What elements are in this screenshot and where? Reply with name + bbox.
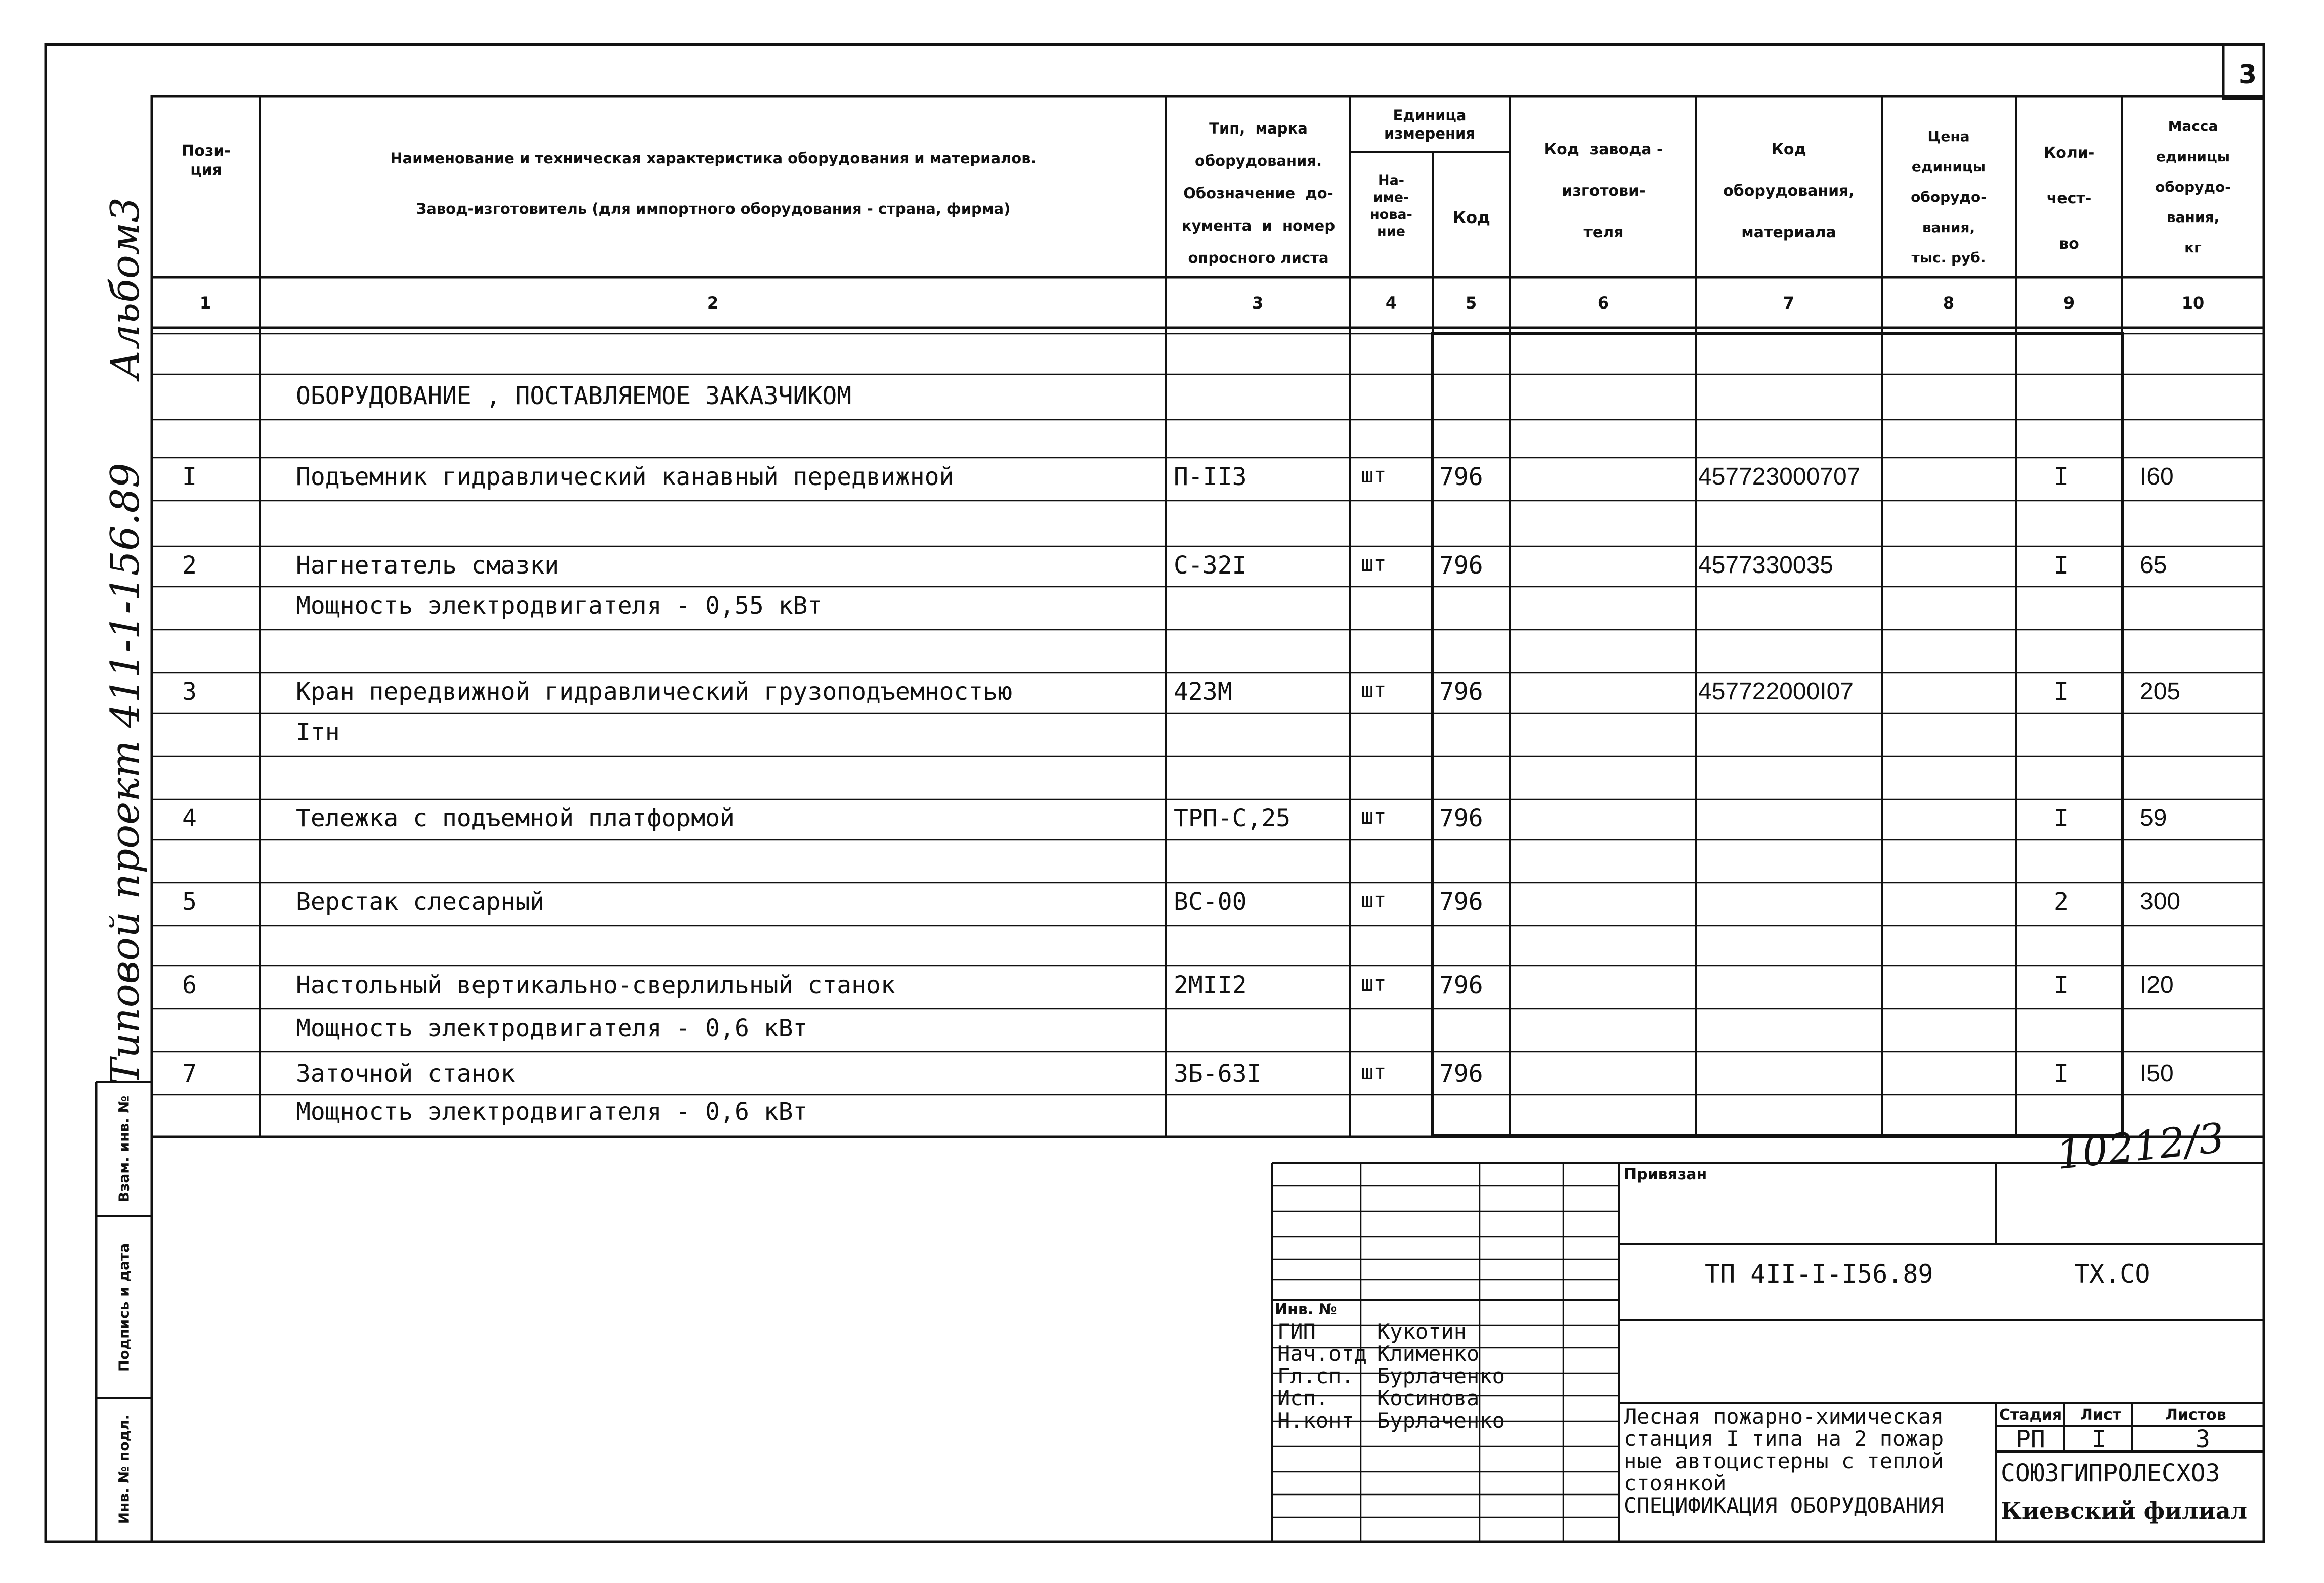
cell-name: Подъемник гидравлический канавный передвижной [296, 463, 954, 491]
header-quantity: Коли- чест- во [2043, 144, 2095, 253]
column-number-4: 4 [1385, 293, 1397, 313]
section-title: ОБОРУДОВАНИЕ , ПОСТАВЛЯЕМОЕ ЗАКАЗЧИКОМ [296, 382, 852, 410]
cell-unit: шт [1361, 551, 1387, 576]
column-number-2: 2 [707, 293, 719, 313]
header-name: Наименование и техническая характеристика оборудования и материалов. [390, 150, 1037, 167]
cell-type: 2МII2 [1174, 971, 1247, 999]
signature-role: Н.конт [1277, 1408, 1354, 1433]
cell-type: С-32I [1174, 551, 1247, 580]
signature-name: Бурлаченко [1377, 1408, 1505, 1433]
cell-pos: 4 [182, 804, 197, 832]
sheets-value: 3 [2196, 1425, 2210, 1454]
header-factory-code: Код завода - изготови- теля [1544, 141, 1663, 241]
cell-mass: 205 [2140, 678, 2181, 705]
cell-equip-code: 4577330035 [1698, 552, 1833, 579]
cell-name: Мощность электродвигателя - 0,6 кВт [296, 1014, 808, 1042]
column-number-6: 6 [1597, 293, 1609, 313]
cell-code: 796 [1439, 971, 1483, 999]
column-number-1: 1 [199, 293, 211, 313]
cell-unit: шт [1361, 804, 1387, 829]
drawing-title-line: ные автоцистерны с теплой [1624, 1448, 1944, 1473]
stamp-inv-vzam: Взам. инв. № [115, 1095, 133, 1203]
cell-name: Нагнетатель смазки [296, 551, 560, 580]
cell-type: ТРП-С,25 [1174, 804, 1291, 832]
organization-branch: Киевский филиал [2001, 1497, 2248, 1524]
column-number-10: 10 [2181, 293, 2205, 313]
doc-code: ТП 4II-I-I56.89 [1705, 1259, 1933, 1289]
stamp-inv-podl: Инв. № подл. [115, 1414, 133, 1524]
column-number-5: 5 [1465, 293, 1477, 313]
cell-pos: 5 [182, 888, 197, 916]
cell-type: ВС-00 [1174, 888, 1247, 916]
sheet-value: I [2092, 1425, 2106, 1454]
cell-qty: I [2054, 551, 2069, 580]
cell-name: Верстак слесарный [296, 888, 545, 916]
signature-role: Гл.сп. [1277, 1364, 1354, 1388]
cell-unit: шт [1361, 678, 1387, 702]
cell-name: Кран передвижной гидравлический грузоподъемностью [296, 678, 1013, 706]
project-label: Типовой проект 411-1-156.89 [103, 463, 148, 1085]
signature-name: Кукотин [1377, 1319, 1467, 1344]
cell-name: Настольный вертикально-сверлильный станок [296, 971, 895, 999]
cell-pos: 7 [182, 1060, 197, 1088]
sheet-label: Лист [2080, 1406, 2122, 1424]
signature-name: Клименко [1377, 1341, 1480, 1366]
cell-unit: шт [1361, 888, 1387, 912]
cell-equip-code: 457723000707 [1698, 463, 1861, 490]
cell-code: 796 [1439, 678, 1483, 706]
cell-name: Мощность электродвигателя - 0,55 кВт [296, 592, 823, 620]
cell-name: Тележка с подъемной платформой [296, 804, 735, 832]
header-unit-name: На- име- нова- ние [1370, 172, 1412, 240]
cell-type: 3Б-63I [1174, 1060, 1262, 1088]
handwritten-number: 10212/3 [2054, 1114, 2227, 1179]
cell-name: Мощность электродвигателя - 0,6 кВт [296, 1097, 808, 1126]
cell-mass: I50 [2140, 1060, 2174, 1087]
cell-code: 796 [1439, 551, 1483, 580]
stamp-podpis-data: Подпись и дата [115, 1243, 133, 1372]
signature-role: ГИП [1277, 1319, 1316, 1344]
stage-value: РП [2016, 1425, 2045, 1454]
cell-name: Iтн [296, 718, 340, 746]
sheets-label: Листов [2165, 1406, 2226, 1424]
signature-name: Косинова [1377, 1386, 1480, 1411]
cell-qty: I [2054, 804, 2069, 832]
cell-mass: 300 [2140, 888, 2181, 915]
inv-label: Инв. № [1275, 1301, 1337, 1318]
cell-type: П-II3 [1174, 463, 1247, 491]
page-number: 3 [2239, 60, 2257, 90]
header-position: Пози- ция [182, 142, 231, 179]
header-price: Цена единицы оборудо- вания, тыс. руб. [1911, 128, 1987, 266]
drawing-title-line: СПЕЦИФИКАЦИЯ ОБОРУДОВАНИЯ [1624, 1493, 1944, 1518]
drawing-title-line: станция I типа на 2 пожар [1624, 1426, 1944, 1451]
cell-mass: I60 [2140, 463, 2174, 490]
cell-unit: шт [1361, 971, 1387, 996]
header-manufacturer: Завод-изготовитель (для импортного оборудования - страна, фирма) [416, 200, 1011, 217]
drawing-title-line: Лесная пожарно-химическая [1624, 1404, 1944, 1429]
cell-qty: I [2054, 678, 2069, 706]
album-label: Альбом3 [103, 197, 148, 380]
signature-name: Бурлаченко [1377, 1364, 1505, 1388]
cell-type: 423М [1174, 678, 1232, 706]
cell-equip-code: 457722000I07 [1698, 678, 1854, 705]
cell-pos: 2 [182, 551, 197, 580]
cell-qty: 2 [2054, 888, 2069, 916]
privyazan-label: Привязан [1624, 1166, 1707, 1183]
cell-code: 796 [1439, 888, 1483, 916]
cell-pos: 3 [182, 678, 197, 706]
drawing-title-line: стоянкой [1624, 1471, 1727, 1496]
cell-code: 796 [1439, 463, 1483, 491]
cell-mass: 65 [2140, 552, 2167, 579]
cell-name: Заточной станок [296, 1060, 515, 1088]
cell-mass: 59 [2140, 805, 2167, 831]
header-unit: Единица измерения [1384, 107, 1475, 143]
cell-mass: I20 [2140, 972, 2174, 998]
cell-qty: I [2054, 1060, 2069, 1088]
column-number-7: 7 [1783, 293, 1795, 313]
header-equipment-code: Код оборудования, материала [1723, 141, 1855, 241]
signature-role: Исп. [1277, 1386, 1329, 1411]
cell-qty: I [2054, 463, 2069, 491]
cell-pos: 6 [182, 971, 197, 999]
stage-label: Стадия [1999, 1406, 2062, 1424]
column-number-9: 9 [2063, 293, 2075, 313]
column-number-8: 8 [1943, 293, 1955, 313]
cell-unit: шт [1361, 463, 1387, 488]
organization-name: СОЮЗГИПРОЛЕСХОЗ [2001, 1459, 2220, 1487]
header-unit-code: Код [1453, 208, 1490, 227]
header-type: Тип, марка оборудования. Обозначение до- кумента и номер опросного листа [1181, 120, 1336, 267]
cell-unit: шт [1361, 1060, 1387, 1084]
cell-code: 796 [1439, 1060, 1483, 1088]
column-number-3: 3 [1252, 293, 1264, 313]
header-mass: Масса единицы оборудо- вания, кг [2155, 118, 2231, 256]
cell-code: 796 [1439, 804, 1483, 832]
signature-role: Нач.отд [1277, 1341, 1367, 1366]
cell-pos: I [182, 463, 197, 491]
cell-qty: I [2054, 971, 2069, 999]
doc-mark: ТХ.СО [2074, 1259, 2150, 1289]
